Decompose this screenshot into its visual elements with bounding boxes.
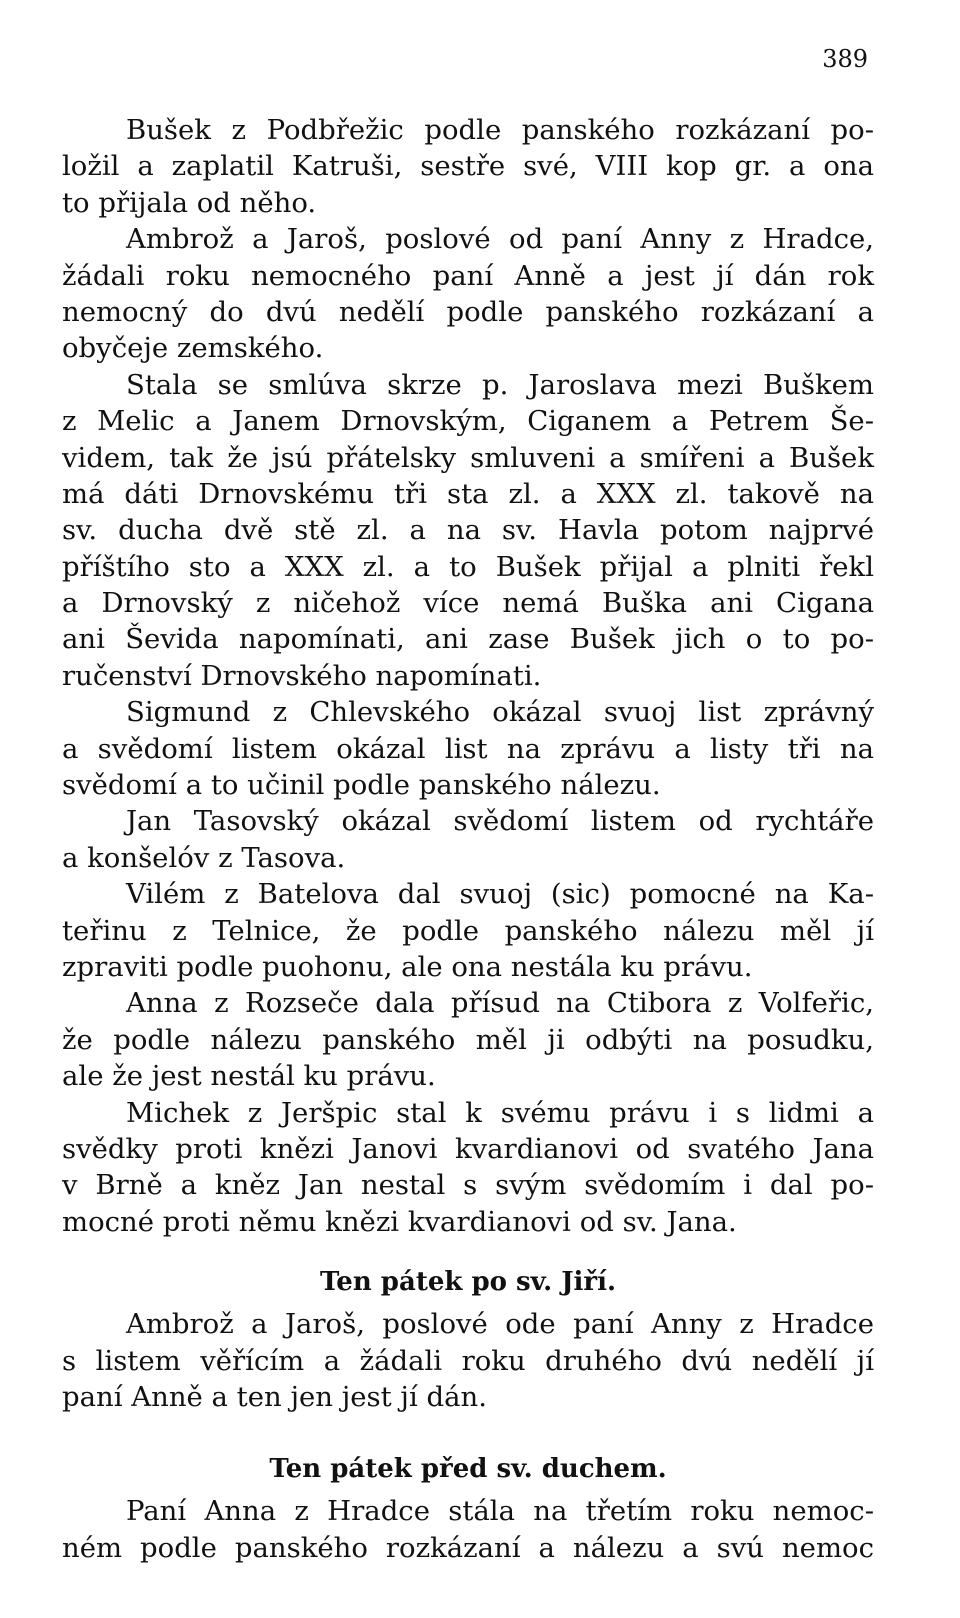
text-line: ani Ševida napomínati, ani zase Bušek jich o to po- (62, 623, 874, 656)
text-line: ručenství Drnovského napomínati. (62, 659, 542, 692)
text-line: s listem věřícím a žádali roku druhého dvú nedělí jí (62, 1344, 874, 1377)
text-line: žádali roku nemocného paní Anně a jest jí dán rok (62, 259, 874, 292)
page-body (62, 112, 874, 1566)
paragraph-vilem (62, 876, 874, 985)
paragraph-anna-rozsece (62, 985, 874, 1094)
text-line: nemocný do dvú nedělí podle panského rozkázaní a (62, 295, 874, 328)
paragraph-ambroz-jaros-2 (62, 1306, 874, 1415)
text-line: že podle nálezu panského měl ji odbýti na posudku, (62, 1023, 874, 1056)
text-line: svědky proti knězi Janovi kvardianovi od svatého Jana (62, 1132, 874, 1165)
text-line: a Drnovský z ničehož více nemá Buška ani Cigana (62, 587, 874, 620)
paragraph-tasovsky (62, 803, 874, 876)
text-line: teřinu z Telnice, že podle panského nálezu měl jí (62, 914, 874, 947)
text-line: ložil a zaplatil Katruši, sestře své, VIII kop gr. a ona (62, 150, 874, 183)
text-line: příštího sto a XXX zl. a to Bušek přijal a plniti řekl (62, 550, 874, 583)
section-heading-pred-sv-duchem: Ten pátek před sv. duchem. (269, 1454, 667, 1485)
text-line: v Brně a kněz Jan nestal s svým svědomím i dal po- (62, 1169, 874, 1202)
paragraph-ambroz-jaros (62, 221, 874, 367)
text-line: Vilém z Batelova dal svuoj (sic) pomocné na Ka- (126, 878, 874, 911)
section-heading-po-sv-jiri: Ten pátek po sv. Jiří. (319, 1267, 617, 1298)
text-line: videm, tak že jsú přátelsky smluveni a smířeni a Bušek (62, 441, 874, 474)
text-line: Jan Tasovský okázal svědomí listem od rychtáře (126, 805, 874, 838)
text-line: a konšelóv z Tasova. (62, 841, 346, 874)
paragraph-sigmund (62, 694, 874, 803)
text-line: svědomí a to učinil podle panského nálezu. (62, 769, 661, 802)
text-line: Anna z Rozseče dala přísud na Ctibora z Volfeřic, (126, 987, 874, 1020)
text-line: to přijala od něho. (62, 186, 317, 219)
text-line: ale že jest nestál ku právu. (62, 1060, 436, 1093)
text-line: mocné proti němu knězi kvardianovi od sv. Jana. (62, 1205, 737, 1238)
text-line: sv. ducha dvě stě zl. a na sv. Havla potom najprvé (62, 514, 874, 547)
text-line: zpraviti podle puohonu, ale ona nestála ku právu. (62, 950, 753, 983)
text-line: Michek z Jeršpic stal k svému právu i s lidmi a (126, 1096, 874, 1129)
text-line: Sigmund z Chlevského okázal svuoj list zprávný (126, 696, 874, 729)
text-line: Stala se smlúva skrze p. Jaroslava mezi Buškem (126, 368, 874, 401)
text-line: Ambrož a Jaroš, poslové ode paní Anny z Hradce (126, 1308, 874, 1341)
text-line: Paní Anna z Hradce stála na třetím roku nemoc- (126, 1495, 874, 1528)
text-line: obyčeje zemského. (62, 332, 324, 365)
text-line: Ambrož a Jaroš, poslové od paní Anny z Hradce, (126, 223, 874, 256)
paragraph-pani-anna (62, 1493, 874, 1566)
text-line: paní Anně a ten jen jest jí dán. (62, 1380, 487, 1413)
text-line: z Melic a Janem Drnovským, Ciganem a Petrem Še- (62, 405, 874, 438)
text-line: má dáti Drnovskému tři sta zl. a XXX zl. takově na (62, 477, 874, 510)
text-line: Bušek z Podbřežic podle panského rozkázaní po- (126, 114, 874, 146)
paragraph-michek (62, 1095, 874, 1241)
text-line: a svědomí listem okázal list na zprávu a listy tři na (62, 732, 874, 765)
text-line: ném podle panského rozkázaní a nálezu a svú nemoc (62, 1531, 874, 1564)
paragraph-podbrezic (62, 112, 874, 221)
section-gap (62, 1415, 874, 1427)
page-number: 389 (822, 45, 868, 73)
paragraph-smluva (62, 367, 874, 695)
